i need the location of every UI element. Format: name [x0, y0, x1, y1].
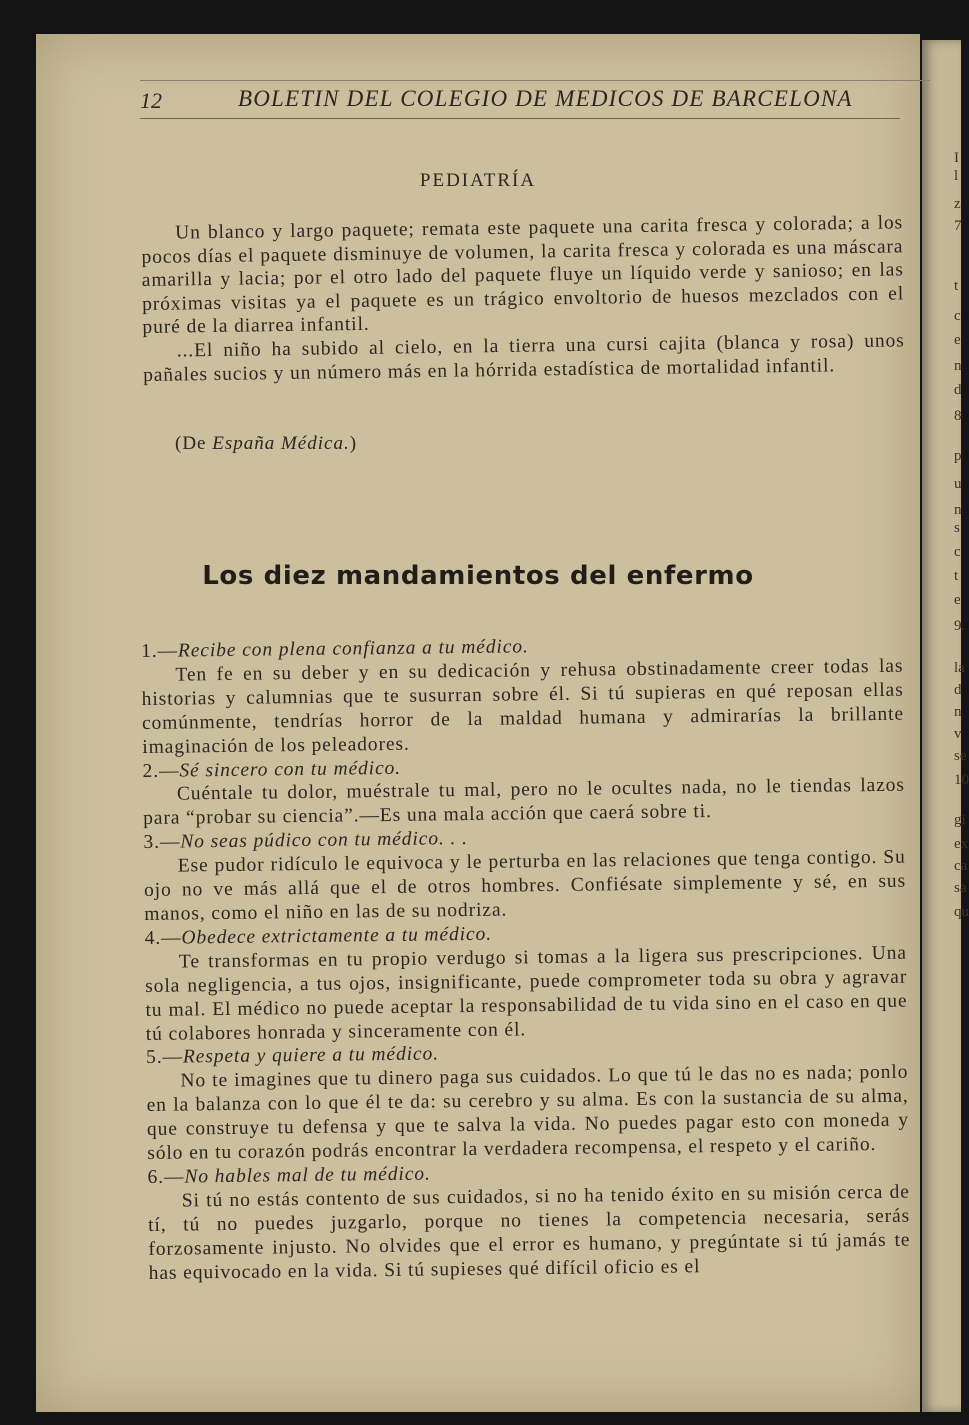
- article-title: Los diez mandamientos del enfermo: [202, 561, 754, 591]
- adjacent-page-fragment: gi: [954, 812, 966, 828]
- commandment-heading: No seas púdico con tu médico. . .: [180, 828, 468, 853]
- adjacent-page-fragment: n: [954, 704, 962, 720]
- pediatria-paragraph-1: Un blanco y largo paquete; remata este paquete una carita fresca y colorada; a los pocos días el paquete disminuye de volumen, la carita fresca y colorada es una máscara amarilla y lacia; por el otro lado del paquete fluye un líquido verde y sanioso; en las próximas visitas ya el paquete es un trágico envoltorio de huesos mezclados con el puré de la diarrea infantil.: [141, 212, 905, 339]
- adjacent-page-fragment: qu: [954, 904, 969, 920]
- adjacent-page-fragment: d: [954, 682, 962, 698]
- adjacent-page-fragment: z: [954, 196, 961, 212]
- adjacent-page-fragment: 10: [954, 772, 969, 788]
- adjacent-page-fragment: l: [954, 168, 959, 184]
- adjacent-page-fragment: e: [954, 332, 961, 348]
- adjacent-page-fragment: n: [954, 502, 962, 518]
- commandment-number: 6.—: [147, 1166, 185, 1188]
- adjacent-page-fragment: I: [954, 150, 959, 166]
- adjacent-page-fragment: 8: [954, 408, 962, 424]
- commandment-heading: No hables mal de tu médico.: [184, 1163, 431, 1188]
- adjacent-page-fragment: 9.: [954, 618, 966, 634]
- adjacent-page-fragment: p: [954, 448, 962, 464]
- pediatria-paragraph-2: ...El niño ha subido al cielo, en la tierra una cursi cajita (blanca y rosa) unos pañales sucios y un número más en la hórrida estadística de mortalidad infantil.: [142, 330, 905, 386]
- commandment-number: 3.—: [143, 831, 181, 854]
- source-citation: [175, 433, 357, 455]
- adjacent-page-fragment: se: [954, 748, 967, 764]
- commandment-4-text: Te transformas en tu propio verdugo si tomas a la ligera sus prescripciones. Una sola negligencia, a tus ojos, insignificante, puede comprometer toda su obra y agravar tu mal. El médico no puede aceptar la responsabilidad de tu vida sino en el caso en que tú colabores honrada y sinceramente con él.: [145, 942, 908, 1045]
- adjacent-page-fragment: c: [954, 308, 961, 324]
- adjacent-page-fragment: v: [954, 726, 962, 742]
- adjacent-page-fragment: e: [954, 592, 961, 608]
- adjacent-page-fragment: ca: [954, 858, 968, 874]
- commandment-5-text: No te imagines que tu dinero paga sus cuidados. Lo que tú le das no es nada; ponlo en la balanza con lo que él te da: su cerebro y su alma. Es con la sustancia de su alma, que construye tu defensa y que te salva la vida. No puedes pagar esto con moneda y sólo en tu corazón podrás encontrar la verdadera recompensa, el respeto y el cariño.: [146, 1061, 910, 1164]
- page-number: 12: [140, 88, 162, 113]
- commandment-heading: Recibe con plena confianza a tu médico.: [177, 636, 529, 662]
- adjacent-page-fragment: la: [954, 660, 965, 676]
- adjacent-page-fragment: 7: [954, 218, 962, 234]
- commandments-list: [141, 631, 911, 1286]
- document-page: [36, 34, 920, 1412]
- pediatria-text: [141, 211, 905, 387]
- adjacent-page-edge: [922, 40, 969, 1412]
- running-header: [140, 84, 900, 119]
- commandment-6-text: Si tú no estás contento de sus cuidados, si no ha tenido éxito en su misión cerca de tí, tú no puedes juzgarlo, porque no tienes la competencia necesaria, serás forzosamente injusto. No olvides que el error es humano, y pregúntate si tú jamás te has equivocado en la vida. Si tú supieses qué difícil oficio es el: [148, 1181, 911, 1284]
- journal-title: BOLETIN DEL COLEGIO DE MEDICOS DE BARCELONA: [238, 86, 853, 111]
- section-title-pediatria: PEDIATRÍA: [419, 170, 537, 191]
- commandment-number: 4.—: [144, 927, 182, 949]
- adjacent-page-fragment: u: [954, 476, 962, 492]
- adjacent-page-fragment: t: [954, 568, 959, 584]
- adjacent-page-fragment: t: [954, 278, 959, 294]
- commandment-2-text: Cuéntale tu dolor, muéstrale tu mal, pero no le ocultes nada, no le tiendas lazos para “probar su ciencia”.—Es una mala acción que caerá sobre ti.: [143, 775, 905, 830]
- adjacent-page-fragment: c: [954, 544, 961, 560]
- commandment-3-text: Ese pudor ridículo le equivoca y le perturba en las relaciones que tenga contigo. Su ojo no ve más allá que el de otros hombres. Confiésate simplemente y sé, en sus manos, como el niño en las de su nodriza.: [143, 846, 907, 925]
- commandment-heading: Respeta y quiere a tu médico.: [182, 1043, 440, 1068]
- commandment-number: 2.—: [142, 760, 180, 782]
- source-prefix: (De: [175, 433, 213, 454]
- source-suffix: ): [349, 433, 358, 454]
- adjacent-page-fragment: s: [954, 520, 960, 536]
- commandment-number: 1.—: [141, 640, 179, 662]
- adjacent-page-fragment: ex: [954, 836, 969, 852]
- header-top-rule: [140, 80, 930, 81]
- adjacent-page-fragment: sa: [954, 880, 967, 896]
- source-name: España Médica.: [212, 433, 350, 454]
- commandment-heading: Sé sincero con tu médico.: [179, 757, 402, 782]
- commandment-1-text: Ten fe en su deber y en su dedicación y rehusa obstinadamente creer todas las historias y calumnias que te susurran sobre él. Si tú supieras en qué reposan ellas comúnmente, tendrías horror de la maldad humana y admirarías la brillante imaginación de los peleadores.: [141, 655, 905, 758]
- adjacent-page-fragment: d: [954, 382, 962, 398]
- adjacent-page-fragment: n: [954, 358, 962, 374]
- commandment-number: 5.—: [145, 1046, 184, 1069]
- commandment-heading: Obedece extrictamente a tu médico.: [181, 923, 493, 949]
